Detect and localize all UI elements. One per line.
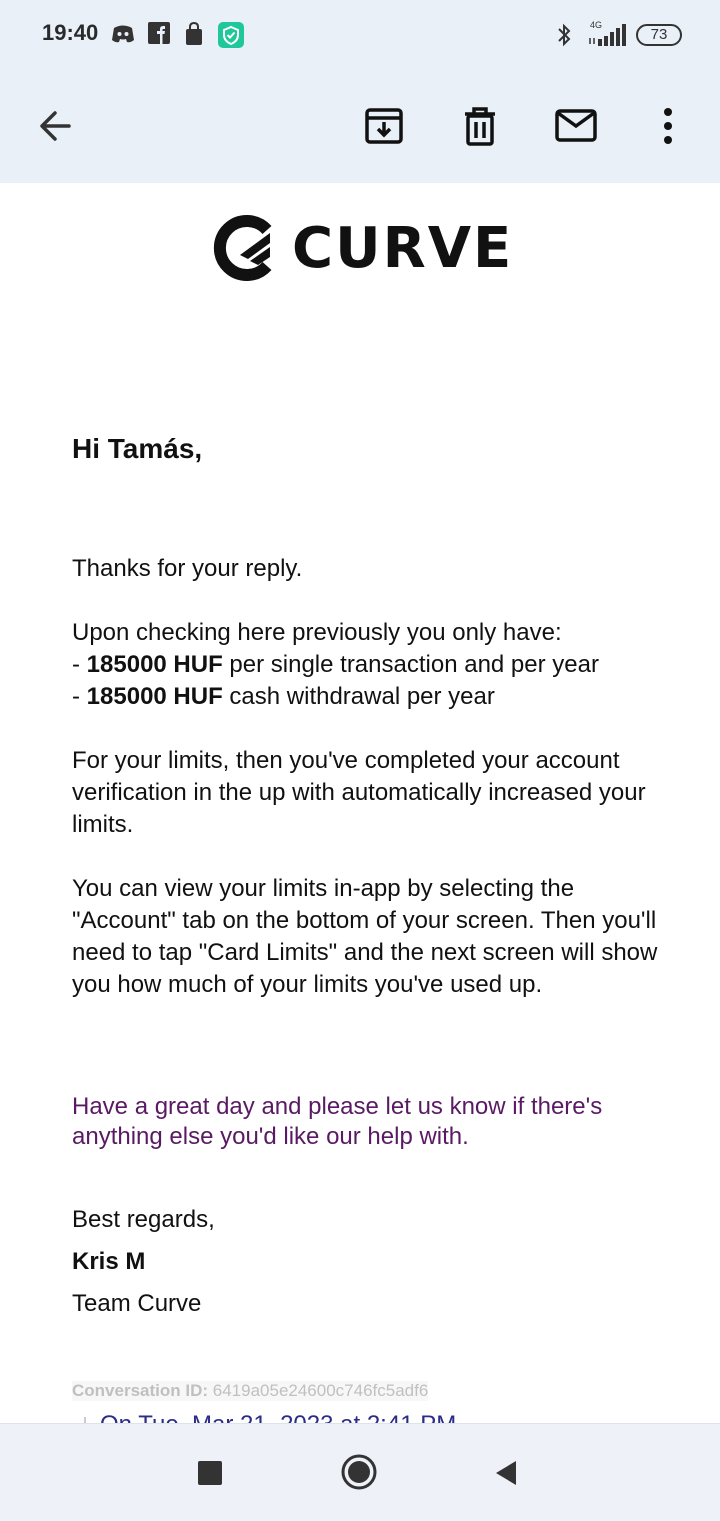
closing-text: Have a great day and please let us know if there's anything else you'd like our help with. xyxy=(72,1093,603,1150)
more-options-button[interactable] xyxy=(640,98,696,154)
delete-button[interactable] xyxy=(452,98,508,154)
limits-intro: Upon checking here previously you only have: xyxy=(72,619,562,646)
status-time: 19:40 xyxy=(42,20,99,45)
recent-apps-icon[interactable] xyxy=(198,1461,222,1485)
nav-back-icon[interactable] xyxy=(494,1460,518,1486)
email-body[interactable] xyxy=(0,183,720,1423)
conversation-id: Conversation ID: 6419a05e24600c746fc5adf6 xyxy=(72,1381,429,1400)
view-limits-paragraph: You can view your limits in-app by selecting the "Account" tab on the bottom of your screen. Then you'll need to tap "Card Limits" and the next screen will show you how much of your limits you've used up. xyxy=(72,875,658,998)
regards-text: Best regards, xyxy=(72,1206,215,1233)
battery-icon: 73 xyxy=(636,24,682,46)
network-type: 4G xyxy=(590,20,603,30)
agent-name: Kris M xyxy=(72,1248,146,1275)
limit-item-transaction: - 185000 HUF per single transaction and per year xyxy=(72,651,599,678)
limit-item-withdrawal: - 185000 HUF cash withdrawal per year xyxy=(72,683,495,710)
limits-block xyxy=(72,617,672,713)
brand-name: CURVE xyxy=(292,215,514,281)
team-name: Team Curve xyxy=(72,1290,202,1317)
home-icon[interactable] xyxy=(340,1453,378,1491)
email-toolbar xyxy=(0,70,720,183)
thanks-text: Thanks for your reply. xyxy=(72,555,303,582)
mark-unread-button[interactable] xyxy=(548,98,604,154)
more-vert-icon xyxy=(658,106,678,146)
archive-button[interactable] xyxy=(356,98,412,154)
greeting: Hi Tamás, xyxy=(72,433,203,464)
shield-app-icon xyxy=(218,22,244,48)
limit-amount: 185000 HUF xyxy=(86,683,223,710)
limits-paragraph: For your limits, then you've completed your account verification in the up with automatically increased your limits. xyxy=(72,747,646,838)
facebook-icon xyxy=(148,22,170,44)
back-button[interactable] xyxy=(27,98,83,154)
system-nav-bar xyxy=(0,1423,720,1521)
curve-logo xyxy=(210,213,513,283)
signal-icon xyxy=(588,24,628,46)
back-arrow-icon xyxy=(35,106,75,146)
mark-unread-icon xyxy=(555,105,597,147)
shopping-bag-icon xyxy=(184,22,204,46)
discord-icon xyxy=(110,22,136,46)
delete-icon xyxy=(459,105,501,147)
archive-icon xyxy=(363,105,405,147)
bluetooth-icon xyxy=(556,22,572,48)
status-bar xyxy=(0,0,720,70)
limit-amount: 185000 HUF xyxy=(86,651,223,678)
curve-logo-icon xyxy=(210,213,280,283)
